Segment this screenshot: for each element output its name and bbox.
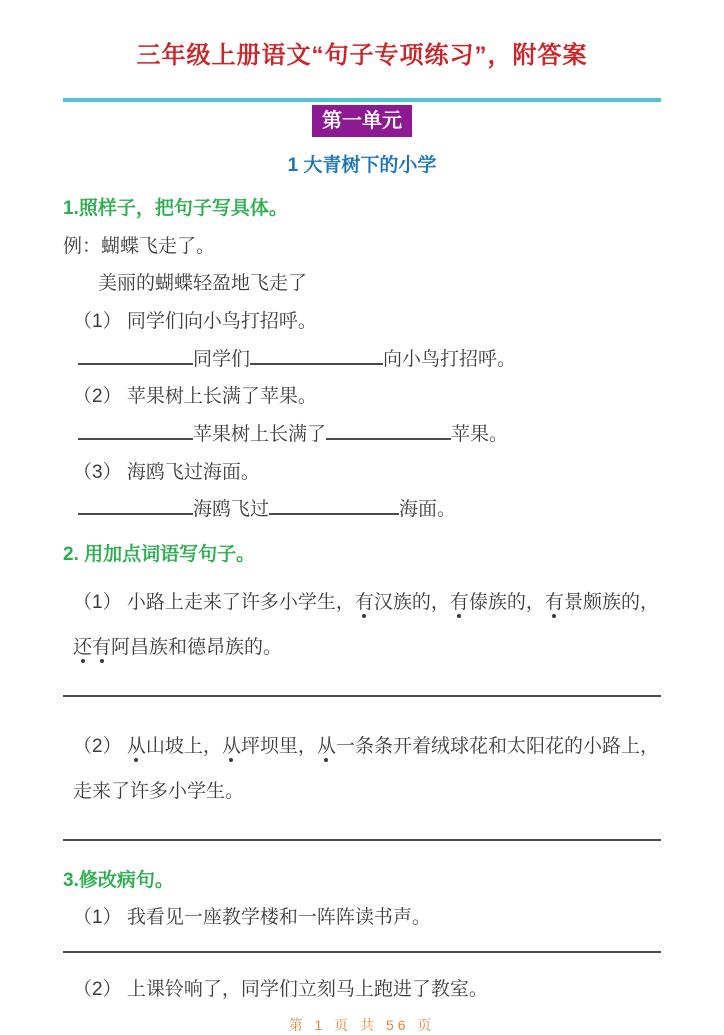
answer-1-1: 同学们 向小鸟打招呼。	[63, 347, 661, 373]
answer-blank	[269, 497, 399, 515]
emphasized-char: 有	[355, 591, 374, 616]
question-2-1: （1） 小路上走来了许多小学生，有汉族的，有傣族的，有景颇族的，还有阿昌族和德昂族的。	[63, 580, 661, 670]
example-answer: 美丽的蝴蝶轻盈地飞走了	[98, 273, 308, 295]
emphasized-char: 有	[450, 591, 469, 616]
question-1-1: （1） 同学们向小鸟打招呼。	[73, 311, 317, 333]
example-sentence: 例：蝴蝶飞走了。	[63, 235, 216, 257]
lesson-title: 1 大青树下的小学	[287, 155, 437, 177]
answer-blank	[78, 422, 193, 440]
answer-line	[63, 839, 661, 841]
answer-blank	[326, 422, 451, 440]
section2-heading: 2. 用加点词语写句子。	[63, 544, 256, 566]
question-2-2: （2） 从山坡上，从坪坝里，从一条条开着绒球花和太阳花的小路上，走来了许多小学生。	[73, 735, 659, 802]
emphasized-char: 从	[317, 735, 336, 760]
emphasized-char: 还	[73, 636, 92, 661]
unit-badge-row	[0, 105, 724, 137]
answer-blank	[78, 347, 193, 365]
unit-badge: 第一单元	[312, 105, 412, 137]
emphasized-char: 有	[92, 636, 111, 661]
emphasized-char: 从	[222, 735, 241, 760]
question-1-2: （2） 苹果树上长满了苹果。	[73, 386, 317, 408]
document-title: 三年级上册语文“句子专项练习”，附答案	[136, 42, 588, 69]
answer-line	[63, 951, 661, 953]
worksheet-content	[63, 196, 661, 1003]
answer-line	[63, 695, 661, 697]
page-number-footer: 第 1 页 共 56 页	[288, 1016, 436, 1033]
emphasized-char: 有	[545, 591, 564, 616]
answer-blank	[250, 347, 383, 365]
top-divider-line	[63, 98, 661, 102]
emphasized-char: 从	[127, 735, 146, 760]
section1-heading: 1.照样子，把句子写具体。	[63, 198, 288, 220]
answer-1-2: 苹果树上长满了 苹果。	[63, 422, 661, 448]
answer-1-3: 海鸥飞过 海面。	[63, 497, 661, 523]
question-3-1: （1） 我看见一座教学楼和一阵阵读书声。	[73, 907, 431, 929]
answer-blank	[78, 497, 193, 515]
section3-heading: 3.修改病句。	[63, 869, 174, 891]
question-1-3: （3） 海鸥飞过海面。	[73, 461, 260, 483]
question-3-2: （2） 上课铃响了，同学们立刻马上跑进了教室。	[73, 979, 488, 1001]
